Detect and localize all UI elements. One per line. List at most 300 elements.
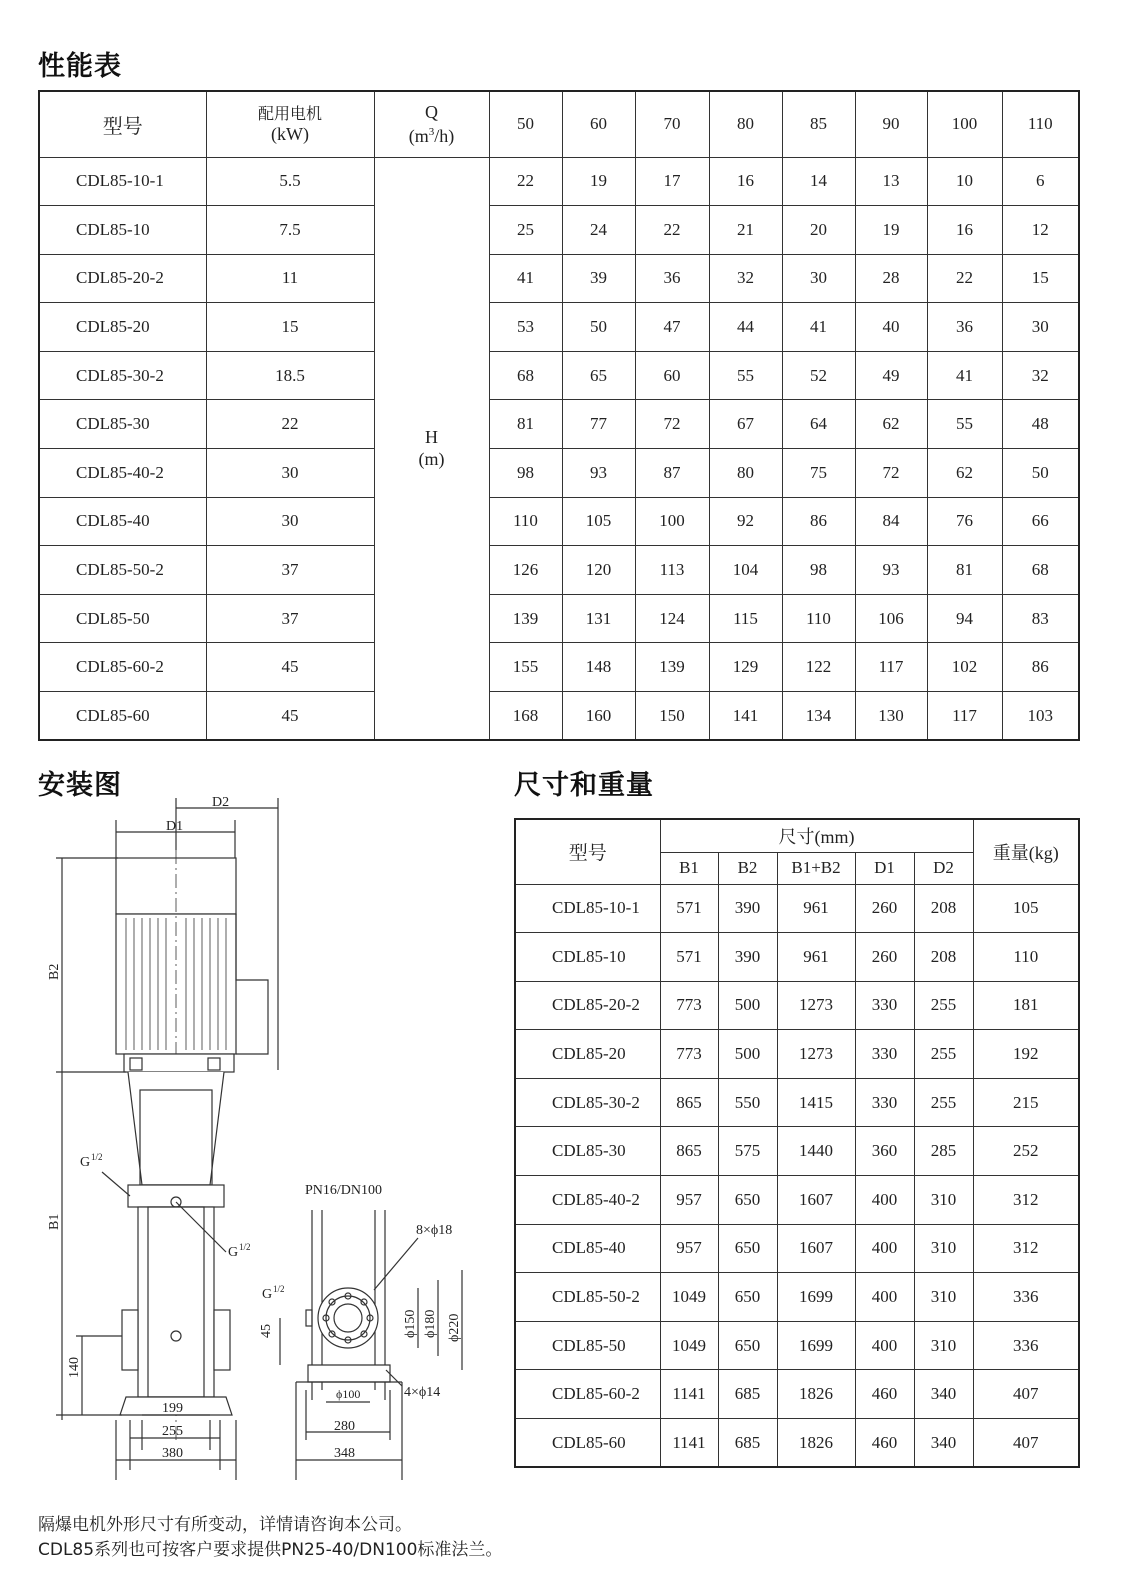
head-value-cell: 22	[489, 157, 562, 206]
head-value-cell: 32	[1002, 351, 1079, 400]
head-value-cell: 77	[562, 400, 635, 449]
col-b1-header: B1	[660, 852, 718, 884]
head-value-cell: 103	[1002, 692, 1079, 741]
head-value-cell: 80	[709, 449, 782, 498]
d2-cell: 310	[914, 1224, 973, 1273]
weight-cell: 181	[973, 981, 1079, 1030]
label-pn: PN16/DN100	[305, 1183, 383, 1198]
head-value-cell: 41	[782, 303, 855, 352]
power-cell: 45	[206, 692, 374, 741]
power-cell: 22	[206, 400, 374, 449]
head-value-cell: 66	[1002, 497, 1079, 546]
flow-header-label: Q	[425, 102, 438, 123]
b1-cell: 865	[660, 1127, 718, 1176]
performance-row	[39, 351, 1079, 400]
dimensions-row	[515, 933, 1079, 982]
head-unit: (m)	[418, 449, 445, 470]
performance-table	[38, 90, 1080, 741]
head-value-cell: 68	[1002, 546, 1079, 595]
head-value-cell: 93	[855, 546, 927, 595]
head-value-cell: 148	[562, 643, 635, 692]
flow-value: 90	[855, 91, 927, 157]
note-line-1: 隔爆电机外形尺寸有所变动，详情请咨询本公司。	[38, 1515, 412, 1535]
sum-cell: 1699	[777, 1273, 855, 1322]
label-g-frac: 1/2	[91, 1152, 103, 1162]
b2-cell: 500	[718, 1030, 777, 1079]
label-g-frac: 1/2	[273, 1284, 285, 1294]
sum-cell: 1607	[777, 1176, 855, 1225]
b2-cell: 550	[718, 1078, 777, 1127]
label-45: 45	[259, 1324, 274, 1338]
b2-cell: 575	[718, 1127, 777, 1176]
outlet-flange	[214, 1310, 230, 1370]
model-header: 型号	[39, 91, 206, 157]
head-value-cell: 21	[709, 206, 782, 255]
col-d1-header: D1	[855, 852, 914, 884]
pump-barrel	[138, 1207, 214, 1397]
head-value-cell: 20	[782, 206, 855, 255]
label-140: 140	[67, 1357, 82, 1378]
b2-cell: 685	[718, 1370, 777, 1419]
head-value-cell: 10	[927, 157, 1002, 206]
label-d1: D1	[166, 819, 184, 834]
model-cell: CDL85-10	[515, 933, 660, 982]
head-value-cell: 39	[562, 254, 635, 303]
label-phi220: ϕ220	[447, 1313, 462, 1342]
head-value-cell: 160	[562, 692, 635, 741]
head-value-cell: 113	[635, 546, 709, 595]
label-348: 348	[334, 1446, 355, 1461]
head-value-cell: 155	[489, 643, 562, 692]
weight-cell: 215	[973, 1078, 1079, 1127]
motor-header-label: 配用电机	[257, 104, 322, 124]
head-value-cell: 115	[709, 594, 782, 643]
sum-cell: 1415	[777, 1078, 855, 1127]
head-value-cell: 72	[635, 400, 709, 449]
head-value-cell: 40	[855, 303, 927, 352]
head-value-cell: 19	[855, 206, 927, 255]
motor-header-unit: (kW)	[271, 124, 309, 145]
head-value-cell: 117	[927, 692, 1002, 741]
sum-cell: 1273	[777, 1030, 855, 1079]
b2-cell: 685	[718, 1419, 777, 1468]
head-value-cell: 141	[709, 692, 782, 741]
head-value-cell: 130	[855, 692, 927, 741]
dimensions-header-row	[515, 819, 1079, 852]
dimensions-row	[515, 1127, 1079, 1176]
d1-cell: 460	[855, 1370, 914, 1419]
head-value-cell: 24	[562, 206, 635, 255]
performance-header-row	[39, 91, 1079, 157]
g-leader-line	[102, 1172, 130, 1196]
b2-cell: 390	[718, 933, 777, 982]
head-value-cell: 93	[562, 449, 635, 498]
power-cell: 11	[206, 254, 374, 303]
label-g-frac: 1/2	[239, 1242, 251, 1252]
dimensions-row	[515, 1030, 1079, 1079]
model-cell: CDL85-20	[39, 303, 206, 352]
model-cell: CDL85-20	[515, 1030, 660, 1079]
head-value-cell: 53	[489, 303, 562, 352]
head-value-cell: 17	[635, 157, 709, 206]
head-value-cell: 86	[782, 497, 855, 546]
head-value-cell: 98	[489, 449, 562, 498]
head-value-cell: 15	[1002, 254, 1079, 303]
head-value-cell: 52	[782, 351, 855, 400]
label-b2: B2	[47, 963, 62, 980]
head-value-cell: 14	[782, 157, 855, 206]
d1-cell: 260	[855, 884, 914, 933]
d1-cell: 360	[855, 1127, 914, 1176]
model-cell: CDL85-50	[39, 594, 206, 643]
head-value-cell: 16	[927, 206, 1002, 255]
dimensions-table	[514, 818, 1080, 1468]
power-cell: 37	[206, 546, 374, 595]
d1-cell: 400	[855, 1176, 914, 1225]
head-value-cell: 67	[709, 400, 782, 449]
b1-cell: 773	[660, 1030, 718, 1079]
installation-title: 安装图	[38, 770, 122, 801]
flow-value: 100	[927, 91, 1002, 157]
label-d2: D2	[212, 795, 230, 810]
d2-cell: 310	[914, 1176, 973, 1225]
head-value-cell: 64	[782, 400, 855, 449]
sum-cell: 1826	[777, 1370, 855, 1419]
head-value-cell: 28	[855, 254, 927, 303]
head-value-cell: 16	[709, 157, 782, 206]
holes-leader-line	[374, 1238, 418, 1290]
model-cell: CDL85-40	[515, 1224, 660, 1273]
head-value-cell: 41	[489, 254, 562, 303]
col-d2-header: D2	[914, 852, 973, 884]
col-b2-header: B2	[718, 852, 777, 884]
b1-cell: 1049	[660, 1321, 718, 1370]
d1-cell: 400	[855, 1273, 914, 1322]
d1-cell: 260	[855, 933, 914, 982]
head-value-cell: 48	[1002, 400, 1079, 449]
head-value-cell: 22	[927, 254, 1002, 303]
model-cell: CDL85-20-2	[39, 254, 206, 303]
flow-value: 60	[562, 91, 635, 157]
head-value-cell: 98	[782, 546, 855, 595]
b1-cell: 773	[660, 981, 718, 1030]
d1-cell: 330	[855, 981, 914, 1030]
b1-cell: 957	[660, 1176, 718, 1225]
d1-cell: 400	[855, 1224, 914, 1273]
performance-row	[39, 254, 1079, 303]
weight-cell: 192	[973, 1030, 1079, 1079]
b1-cell: 865	[660, 1078, 718, 1127]
model-cell: CDL85-30-2	[39, 351, 206, 400]
note-line-2: CDL85系列也可按客户要求提供PN25-40/DN100标准法兰。	[38, 1540, 503, 1560]
head-value-cell: 168	[489, 692, 562, 741]
terminal-box	[236, 914, 268, 1054]
b1-cell: 571	[660, 933, 718, 982]
head-value-cell: 139	[489, 594, 562, 643]
performance-row	[39, 206, 1079, 255]
head-value-cell: 60	[635, 351, 709, 400]
d2-cell: 340	[914, 1419, 973, 1468]
head-value-cell: 50	[562, 303, 635, 352]
label-8-holes: 8×ϕ18	[416, 1223, 453, 1238]
performance-row	[39, 497, 1079, 546]
weight-cell: 336	[973, 1321, 1079, 1370]
head-value-cell: 94	[927, 594, 1002, 643]
head-value-cell: 84	[855, 497, 927, 546]
head-value-cell: 13	[855, 157, 927, 206]
flow-unit-b: /h)	[434, 126, 455, 147]
side-base	[308, 1365, 390, 1382]
weight-header: 重量(kg)	[973, 819, 1079, 884]
coupling-bracket	[128, 1072, 224, 1185]
head-value-cell: 49	[855, 351, 927, 400]
installation-drawing	[30, 790, 500, 1480]
d2-cell: 255	[914, 981, 973, 1030]
performance-title: 性能表	[38, 51, 122, 82]
label-280: 280	[334, 1419, 355, 1434]
model-cell: CDL85-50-2	[39, 546, 206, 595]
head-value-cell: 12	[1002, 206, 1079, 255]
model-cell: CDL85-10-1	[515, 884, 660, 933]
sum-cell: 1440	[777, 1127, 855, 1176]
model-cell: CDL85-10-1	[39, 157, 206, 206]
label-g-left: G	[80, 1155, 91, 1170]
power-cell: 30	[206, 449, 374, 498]
b2-cell: 500	[718, 981, 777, 1030]
flow-value: 70	[635, 91, 709, 157]
head-value-cell: 55	[927, 400, 1002, 449]
head-value-cell: 124	[635, 594, 709, 643]
head-value-cell: 25	[489, 206, 562, 255]
label-phi100: ϕ100	[336, 1387, 361, 1401]
head-value-cell: 62	[927, 449, 1002, 498]
head-value-cell: 68	[489, 351, 562, 400]
head-label: H	[425, 427, 438, 448]
head-value-cell: 32	[709, 254, 782, 303]
b1-cell: 571	[660, 884, 718, 933]
d2-cell: 310	[914, 1273, 973, 1322]
model-cell: CDL85-30	[39, 400, 206, 449]
head-value-cell: 55	[709, 351, 782, 400]
head-value-cell: 106	[855, 594, 927, 643]
sum-cell: 1273	[777, 981, 855, 1030]
d2-cell: 310	[914, 1321, 973, 1370]
d2-cell: 285	[914, 1127, 973, 1176]
power-cell: 18.5	[206, 351, 374, 400]
dimensions-row	[515, 1321, 1079, 1370]
model-cell: CDL85-40-2	[39, 449, 206, 498]
d2-cell: 208	[914, 933, 973, 982]
model-header: 型号	[515, 819, 660, 884]
size-header: 尺寸(mm)	[660, 819, 973, 852]
head-value-cell: 131	[562, 594, 635, 643]
b1-cell: 1141	[660, 1370, 718, 1419]
flow-value: 50	[489, 91, 562, 157]
head-value-cell: 83	[1002, 594, 1079, 643]
inlet-flange	[122, 1310, 138, 1370]
head-value-cell: 76	[927, 497, 1002, 546]
head-value-cell: 102	[927, 643, 1002, 692]
dimensions-row	[515, 1370, 1079, 1419]
sum-cell: 961	[777, 933, 855, 982]
flow-value: 80	[709, 91, 782, 157]
model-cell: CDL85-60-2	[515, 1370, 660, 1419]
head-value-cell: 72	[855, 449, 927, 498]
label-199: 199	[162, 1401, 183, 1416]
d2-cell: 340	[914, 1370, 973, 1419]
sum-cell: 961	[777, 884, 855, 933]
head-value-cell: 134	[782, 692, 855, 741]
label-380: 380	[162, 1446, 183, 1461]
weight-cell: 105	[973, 884, 1079, 933]
dimensions-row	[515, 884, 1079, 933]
head-value-cell: 104	[709, 546, 782, 595]
head-value-cell: 86	[1002, 643, 1079, 692]
model-cell: CDL85-40	[39, 497, 206, 546]
head-value-cell: 19	[562, 157, 635, 206]
power-cell: 7.5	[206, 206, 374, 255]
b1-cell: 957	[660, 1224, 718, 1273]
dimensions-row	[515, 1273, 1079, 1322]
d2-cell: 255	[914, 1078, 973, 1127]
head-value-cell: 65	[562, 351, 635, 400]
d1-cell: 330	[855, 1030, 914, 1079]
flow-value: 85	[782, 91, 855, 157]
head-value-cell: 120	[562, 546, 635, 595]
model-cell: CDL85-20-2	[515, 981, 660, 1030]
performance-row	[39, 400, 1079, 449]
performance-row	[39, 157, 1079, 206]
model-cell: CDL85-10	[39, 206, 206, 255]
label-phi150: ϕ150	[403, 1309, 418, 1338]
motor-flange	[124, 1054, 234, 1072]
b2-cell: 650	[718, 1321, 777, 1370]
label-b1: B1	[47, 1213, 62, 1230]
head-value-cell: 50	[1002, 449, 1079, 498]
model-cell: CDL85-50	[515, 1321, 660, 1370]
d2-cell: 255	[914, 1030, 973, 1079]
motor-header	[206, 91, 374, 157]
head-value-cell: 129	[709, 643, 782, 692]
head-value-cell: 75	[782, 449, 855, 498]
dimensions-row	[515, 1419, 1079, 1468]
model-cell: CDL85-60	[515, 1419, 660, 1468]
head-value-cell: 92	[709, 497, 782, 546]
performance-row	[39, 594, 1079, 643]
model-cell: CDL85-30	[515, 1127, 660, 1176]
col-sum-header: B1+B2	[777, 852, 855, 884]
performance-row	[39, 546, 1079, 595]
head-value-cell: 41	[927, 351, 1002, 400]
b2-cell: 650	[718, 1273, 777, 1322]
head-value-cell: 22	[635, 206, 709, 255]
label-255: 255	[162, 1424, 183, 1439]
dimensions-row	[515, 981, 1079, 1030]
model-cell: CDL85-60	[39, 692, 206, 741]
weight-cell: 336	[973, 1273, 1079, 1322]
sum-cell: 1826	[777, 1419, 855, 1468]
head-value-cell: 6	[1002, 157, 1079, 206]
flow-unit-sup: 3	[428, 126, 435, 139]
head-value-cell: 105	[562, 497, 635, 546]
head-value-cell: 117	[855, 643, 927, 692]
head-value-cell: 139	[635, 643, 709, 692]
d1-cell: 400	[855, 1321, 914, 1370]
head-value-cell: 36	[635, 254, 709, 303]
weight-cell: 407	[973, 1419, 1079, 1468]
head-value-cell: 100	[635, 497, 709, 546]
side-flange-outer	[318, 1288, 378, 1348]
power-cell: 37	[206, 594, 374, 643]
head-value-cell: 126	[489, 546, 562, 595]
head-value-cell: 110	[782, 594, 855, 643]
performance-row	[39, 449, 1079, 498]
pump-head	[128, 1185, 224, 1207]
dimensions-title: 尺寸和重量	[514, 770, 654, 801]
head-value-cell: 62	[855, 400, 927, 449]
dimensions-row	[515, 1078, 1079, 1127]
b1-cell: 1141	[660, 1419, 718, 1468]
d1-cell: 460	[855, 1419, 914, 1468]
sum-cell: 1607	[777, 1224, 855, 1273]
weight-cell: 312	[973, 1176, 1079, 1225]
dimensions-row	[515, 1224, 1079, 1273]
head-value-cell: 36	[927, 303, 1002, 352]
label-g-side: G	[262, 1287, 273, 1302]
d1-cell: 330	[855, 1078, 914, 1127]
weight-cell: 252	[973, 1127, 1079, 1176]
flow-unit-a: (m	[408, 126, 429, 147]
model-cell: CDL85-50-2	[515, 1273, 660, 1322]
side-g-port	[306, 1310, 312, 1326]
head-value-cell: 87	[635, 449, 709, 498]
model-cell: CDL85-40-2	[515, 1176, 660, 1225]
flow-value: 110	[1002, 91, 1079, 157]
label-phi180: ϕ180	[423, 1309, 438, 1338]
power-cell: 45	[206, 643, 374, 692]
weight-cell: 110	[973, 933, 1079, 982]
head-value-cell: 30	[782, 254, 855, 303]
flow-header-unit	[375, 122, 489, 146]
sum-cell: 1699	[777, 1321, 855, 1370]
head-value-cell: 30	[1002, 303, 1079, 352]
head-label-cell	[374, 157, 489, 740]
b2-cell: 650	[718, 1224, 777, 1273]
b1-cell: 1049	[660, 1273, 718, 1322]
head-value-cell: 44	[709, 303, 782, 352]
b2-cell: 650	[718, 1176, 777, 1225]
model-cell: CDL85-60-2	[39, 643, 206, 692]
performance-row	[39, 303, 1079, 352]
head-value-cell: 110	[489, 497, 562, 546]
d2-cell: 208	[914, 884, 973, 933]
label-4-holes: 4×ϕ14	[404, 1385, 441, 1400]
power-cell: 15	[206, 303, 374, 352]
head-value-cell: 81	[489, 400, 562, 449]
dimensions-row	[515, 1176, 1079, 1225]
head-value-cell: 122	[782, 643, 855, 692]
head-value-cell: 81	[927, 546, 1002, 595]
performance-row	[39, 643, 1079, 692]
flow-header	[374, 91, 489, 157]
performance-row	[39, 692, 1079, 741]
power-cell: 30	[206, 497, 374, 546]
b2-cell: 390	[718, 884, 777, 933]
head-value-cell: 150	[635, 692, 709, 741]
weight-cell: 312	[973, 1224, 1079, 1273]
model-cell: CDL85-30-2	[515, 1078, 660, 1127]
head-value-cell: 47	[635, 303, 709, 352]
